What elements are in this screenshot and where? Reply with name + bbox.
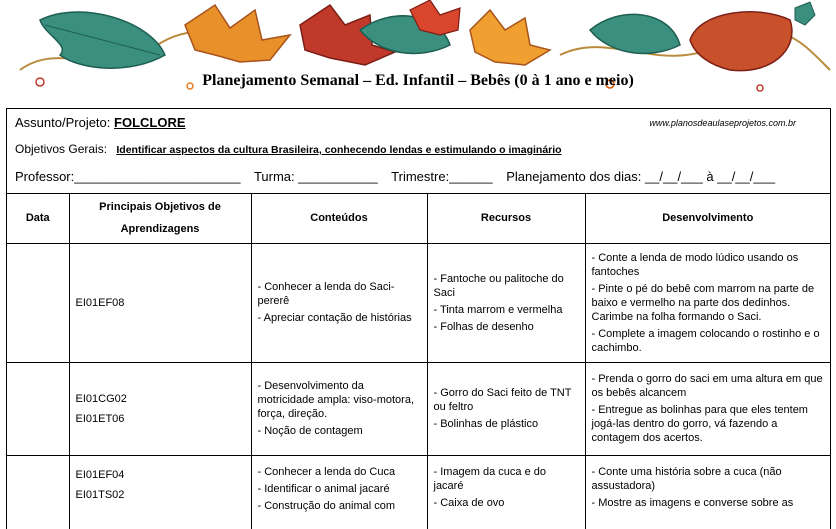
list-item: - Conhecer a lenda do Cuca (257, 465, 396, 478)
objectives-value: Identificar aspectos da cultura Brasileira, conhecendo lendas e estimulando o imaginário (116, 144, 562, 156)
cell-data (7, 362, 69, 455)
objective-code: EI01EF04 (75, 468, 125, 481)
plan-sheet (6, 108, 831, 529)
list-item: - Identificar o animal jacaré (257, 482, 390, 495)
table-row (7, 243, 830, 362)
list-item: - Conte uma história sobre a cuca (não assustadora) (591, 465, 782, 492)
cell-conteudos (251, 455, 427, 529)
list-item: - Caixa de ovo (433, 496, 505, 509)
header-data: Data (7, 194, 69, 243)
cell-data (7, 455, 69, 529)
autumn-leaves-banner (0, 0, 836, 110)
table-header-row (7, 194, 830, 243)
subject-value: FOLCLORE (114, 115, 186, 130)
turma-field: Turma: ___________ (253, 169, 378, 184)
trimestre-field: Trimestre:______ (391, 169, 493, 184)
cell-codes (69, 455, 251, 529)
cell-recursos (427, 243, 585, 362)
list-item: - Conte a lenda de modo lúdico usando os fantoches (591, 251, 799, 278)
website-text: www.planosdeaulaseprojetos.com.br (649, 118, 796, 128)
list-item: - Conhecer a lenda do Saci-pererê (257, 281, 395, 307)
list-item: - Noção de contagem (257, 425, 363, 437)
list-item: - Pinte o pé do bebê com marrom na parte de baixo e vermelho na parte dos dedinhos. Carimbe na folha formando o Saci. (591, 282, 815, 323)
list-item: - Construção do animal com (257, 499, 396, 512)
header-conteudos: Conteúdos (251, 194, 427, 243)
list-item: - Complete a imagem colocando o rostinho e o cachimbo. (591, 327, 820, 354)
list-item: - Gorro do Saci feito de TNT ou feltro (433, 387, 572, 413)
cell-desenvolvimento (585, 455, 830, 529)
professor-field: Professor:_______________________ (15, 169, 241, 184)
autumn-leaves-icon (0, 0, 836, 110)
header-desenvolvimento: Desenvolvimento (585, 194, 830, 243)
cell-conteudos (251, 243, 427, 362)
cell-conteudos (251, 362, 427, 455)
list-item: - Entregue as bolinhas para que eles tentem jogá-las dentro do gorro, vá fazendo a contagem dos acertos. (591, 404, 808, 444)
objective-code: EI01CG02 (75, 392, 127, 405)
table-row (7, 362, 830, 455)
list-item: - Desenvolvimento da motricidade ampla: viso-motora, força, direção. (257, 380, 415, 420)
subject-row (15, 115, 186, 130)
objective-code: EI01TS02 (75, 488, 125, 501)
planejamento-field: Planejamento dos dias: __/__/___ à __/__/___ (506, 169, 776, 184)
info-row (15, 169, 785, 184)
list-item: - Tinta marrom e vermelha (433, 303, 563, 316)
plan-header (7, 109, 830, 194)
list-item: - Prenda o gorro do saci em uma altura em que os bebês alcancem (591, 373, 823, 399)
cell-codes (69, 243, 251, 362)
cell-codes (69, 362, 251, 455)
cell-desenvolvimento (585, 243, 830, 362)
subject-label: Assunto/Projeto: (15, 115, 111, 130)
objective-code: EI01EF08 (75, 296, 125, 309)
cell-data (7, 243, 69, 362)
header-recursos: Recursos (427, 194, 585, 243)
cell-recursos (427, 362, 585, 455)
cell-recursos (427, 455, 585, 529)
list-item: - Apreciar contação de histórias (257, 312, 412, 324)
header-objetivos: Principais Objetivos de Aprendizagens (69, 194, 251, 243)
list-item: - Folhas de desenho (433, 320, 534, 333)
list-item: - Fantoche ou palitoche do Saci (433, 272, 564, 299)
cell-desenvolvimento (585, 362, 830, 455)
list-item: - Bolinhas de plástico (433, 418, 539, 430)
plan-table (7, 194, 830, 529)
objective-code: EI01ET06 (75, 412, 125, 425)
list-item: - Imagem da cuca e do jacaré (433, 465, 547, 492)
table-row (7, 455, 830, 529)
page-title: Planejamento Semanal – Ed. Infantil – Bebês (0 à 1 ano e meio) (202, 72, 634, 89)
list-item: - Mostre as imagens e converse sobre as (591, 496, 794, 509)
objectives-row (15, 142, 562, 156)
objectives-label: Objetivos Gerais: (15, 142, 108, 156)
